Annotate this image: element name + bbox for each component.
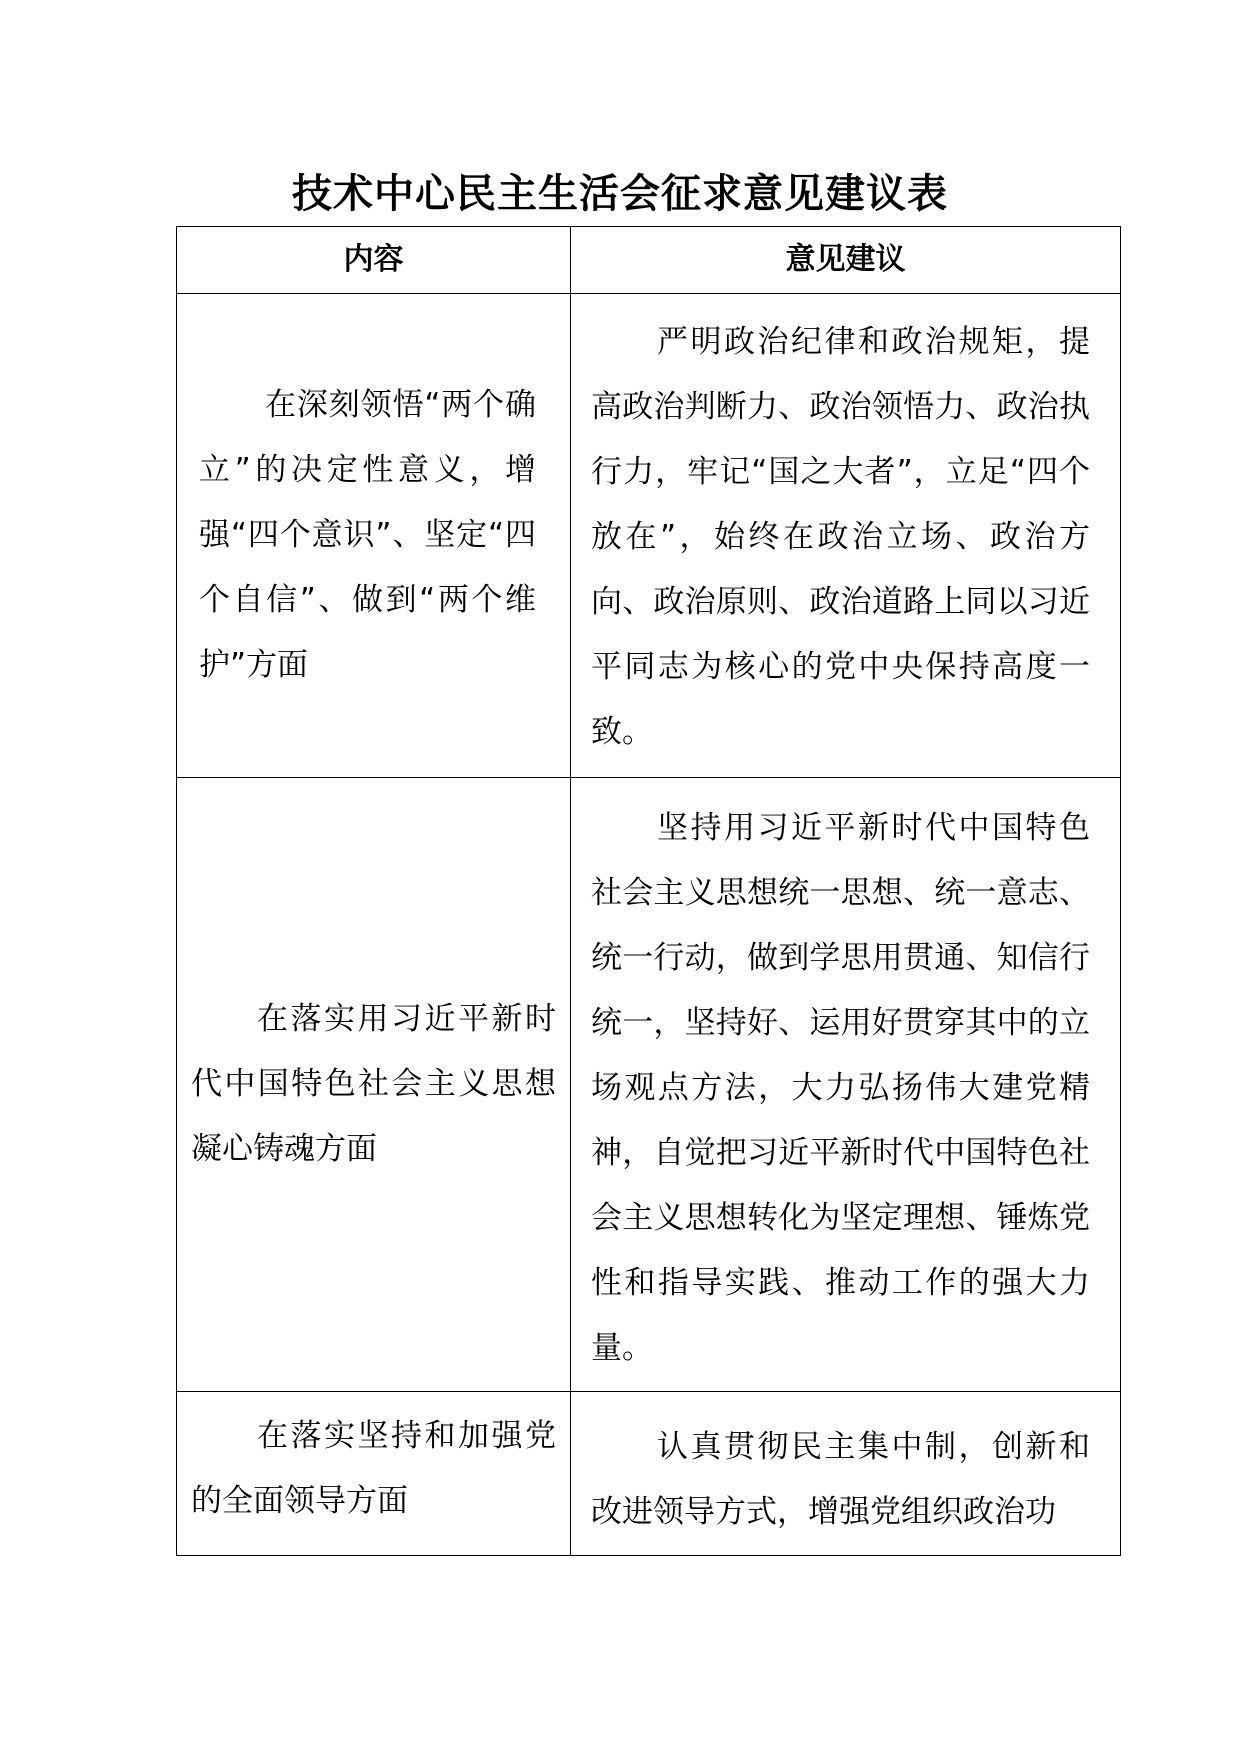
advice-cell <box>571 1392 1121 1556</box>
advice-cell <box>571 294 1121 778</box>
advice-text: 认真贯彻民主集中制，创新和改进领导方式，增强党组织政治功 <box>591 1428 1090 1530</box>
content-cell <box>177 1392 571 1556</box>
suggestion-table <box>176 226 1121 1556</box>
content-cell <box>177 778 571 1392</box>
table-row <box>177 1392 1121 1556</box>
content-text: 在深刻领悟“两个确立”的决定性意义，增强“四个意识”、坚定“四个自信”、做到“两个维护”方面 <box>199 387 536 683</box>
content-text: 在落实坚持和加强党的全面领导方面 <box>191 1418 556 1519</box>
table-row <box>177 778 1121 1392</box>
advice-text: 坚持用习近平新时代中国特色社会主义思想统一思想、统一意志、统一行动，做到学思用贯通、知信行统一，坚持好、运用好贯穿其中的立场观点方法，大力弘扬伟大建党精神，自觉把习近平新时代中国特色社会主义思想转化为坚定理想、锤炼党性和指导实践、推动工作的强大力量。 <box>591 810 1090 1366</box>
content-cell <box>177 294 571 778</box>
advice-text: 严明政治纪律和政治规矩，提高政治判断力、政治领悟力、政治执行力，牢记“国之大者”，立足“四个放在”，始终在政治立场、政治方向、政治原则、政治道路上同以习近平同志为核心的党中央保持高度一致。 <box>591 324 1090 750</box>
table-header-row <box>177 227 1121 294</box>
table-row <box>177 294 1121 778</box>
content-text: 在落实用习近平新时代中国特色社会主义思想凝心铸魂方面 <box>191 1001 556 1167</box>
header-advice: 意见建议 <box>571 227 1121 294</box>
header-content: 内容 <box>177 227 571 294</box>
advice-cell <box>571 778 1121 1392</box>
document-title: 技术中心民主生活会征求意见建议表 <box>292 170 948 217</box>
